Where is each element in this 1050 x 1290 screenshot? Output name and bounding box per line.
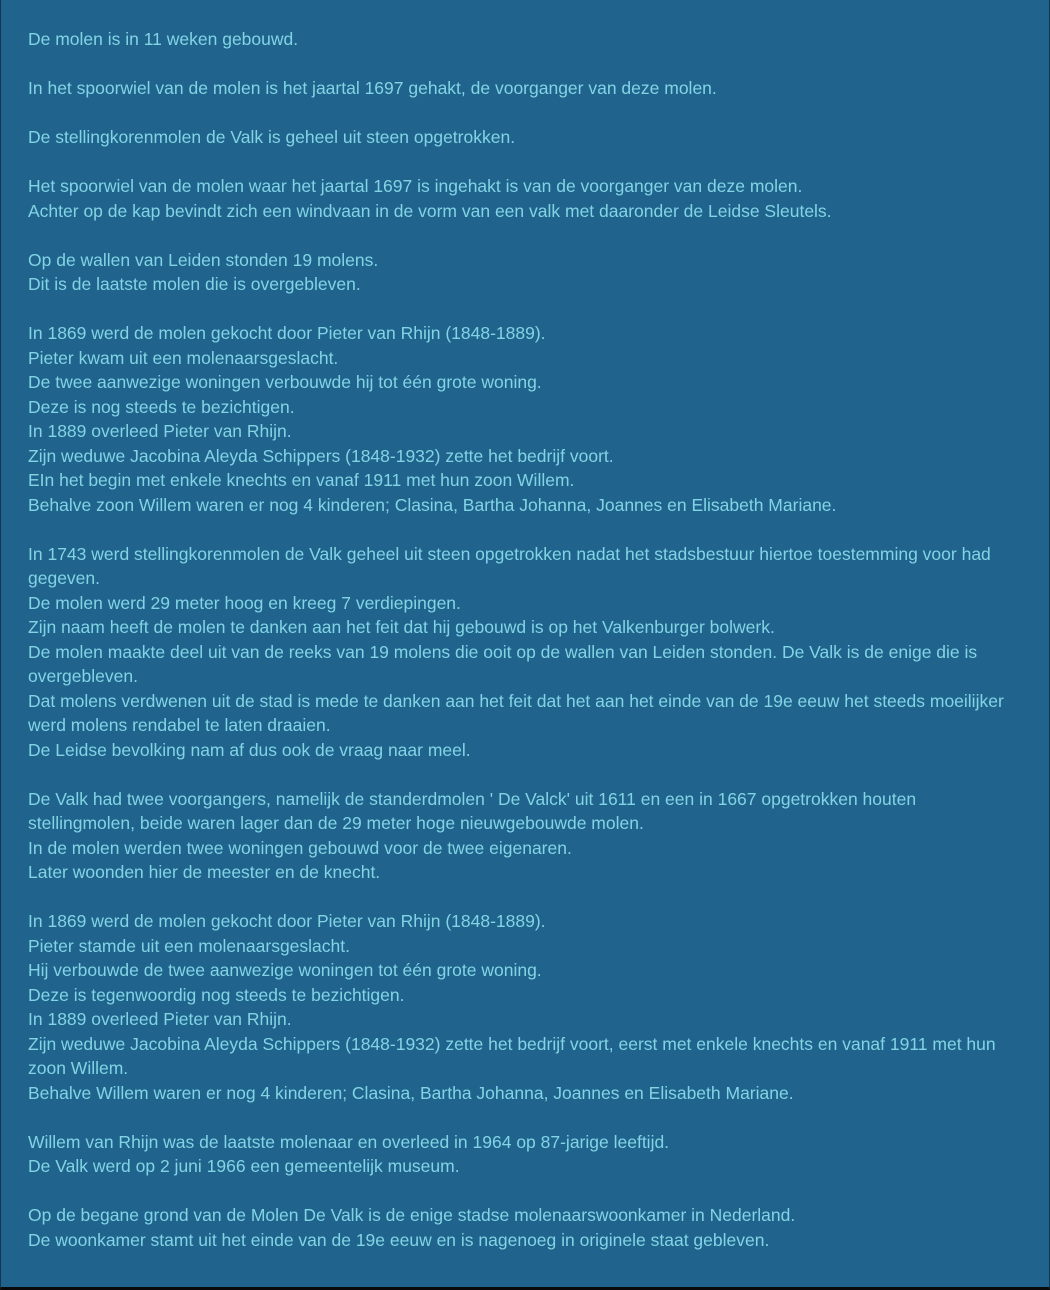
document-text xyxy=(1,0,1049,1252)
text-line: In 1869 werd de molen gekocht door Pieter van Rhijn (1848-1889). xyxy=(28,323,546,343)
text-line: De Leidse bevolking nam af dus ook de vraag naar meel. xyxy=(28,739,471,760)
text-line: Behalve zoon Willem waren er nog 4 kinderen; Clasina, Bartha Johanna, Joannes en Elisabeth Mariane. xyxy=(28,494,837,515)
text-line: Op de wallen van Leiden stonden 19 molens. xyxy=(28,249,379,270)
text-line: Op de begane grond van de Molen De Valk is de enige stadse molenaarswoonkamer in Nederland. xyxy=(28,1205,796,1225)
text-line: In de molen werden twee woningen gebouwd voor de twee eigenaren. xyxy=(28,837,572,858)
text-line: Deze is tegenwoordig nog steeds te bezichtigen. xyxy=(28,984,405,1005)
text-line: In 1889 overleed Pieter van Rhijn. xyxy=(28,421,292,441)
text-line: Achter op de kap bevindt zich een windvaan in de vorm van een valk met daaronder de Leidse Sleutels. xyxy=(28,200,832,221)
text-line: De molen maakte deel uit van de reeks van 19 molens die ooit op de wallen van Leiden stonden. De Valk is de enige die is overgebleven. xyxy=(28,641,978,686)
paragraph xyxy=(28,248,1025,297)
paragraph xyxy=(28,542,1025,763)
paragraph xyxy=(28,321,1025,517)
text-line: Deze is nog steeds te bezichtigen. xyxy=(28,396,295,417)
text-line: De stellingkorenmolen de Valk is geheel uit steen opgetrokken. xyxy=(28,127,516,147)
text-line: De Valk had twee voorgangers, namelijk de standerdmolen ' De Valck' uit 1611 en een in 1667 opgetrokken houten stellingmolen, beide waren lager dan de 29 meter hoge nieuwgebouwde molen. xyxy=(28,788,917,833)
text-line: Dit is de laatste molen die is overgebleven. xyxy=(28,274,361,294)
text-line: Pieter stamde uit een molenaarsgeslacht. xyxy=(28,935,350,956)
paragraph xyxy=(28,787,1025,885)
text-line: EIn het begin met enkele knechts en vanaf 1911 met hun zoon Willem. xyxy=(28,470,575,490)
paragraph xyxy=(28,27,1025,52)
text-line: In het spoorwiel van de molen is het jaartal 1697 gehakt, de voorganger van deze molen. xyxy=(28,78,717,98)
text-line: Zijn naam heeft de molen te danken aan het feit dat hij gebouwd is op het Valkenburger bolwerk. xyxy=(28,617,775,637)
paragraph xyxy=(28,174,1025,223)
text-line: Later woonden hier de meester en de knecht. xyxy=(28,862,381,882)
text-line: In 1889 overleed Pieter van Rhijn. xyxy=(28,1009,292,1029)
text-line: Zijn weduwe Jacobina Aleyda Schippers (1848-1932) zette het bedrijf voort, eerst met enkele knechts en vanaf 1911 met hun zoon Willem. xyxy=(28,1033,996,1078)
text-line: In 1869 werd de molen gekocht door Pieter van Rhijn (1848-1889). xyxy=(28,911,546,931)
paragraph xyxy=(28,1130,1025,1179)
text-line: In 1743 werd stellingkorenmolen de Valk geheel uit steen opgetrokken nadat het stadsbestuur hiertoe toestemming voor had gegeven. xyxy=(28,543,991,588)
paragraph xyxy=(28,76,1025,101)
paragraph xyxy=(28,125,1025,150)
text-line: Behalve Willem waren er nog 4 kinderen; Clasina, Bartha Johanna, Joannes en Elisabeth Mariane. xyxy=(28,1082,794,1103)
text-line: De molen werd 29 meter hoog en kreeg 7 verdiepingen. xyxy=(28,592,461,613)
text-line: De molen is in 11 weken gebouwd. xyxy=(28,29,299,49)
text-line: Dat molens verdwenen uit de stad is mede te danken aan het feit dat het aan het einde van de 19e eeuw het steeds moeilijker werd molens rendabel te laten draaien. xyxy=(28,690,1004,735)
paragraph xyxy=(28,909,1025,1105)
text-line: De woonkamer stamt uit het einde van de 19e eeuw en is nagenoeg in originele staat gebleven. xyxy=(28,1229,770,1250)
paragraph xyxy=(28,1203,1025,1252)
text-line: Pieter kwam uit een molenaarsgeslacht. xyxy=(28,347,339,368)
text-line: Hij verbouwde de twee aanwezige woningen tot één grote woning. xyxy=(28,960,542,980)
text-line: Willem van Rhijn was de laatste molenaar en overleed in 1964 op 87-jarige leeftijd. xyxy=(28,1131,670,1152)
text-line: De Valk werd op 2 juni 1966 een gemeentelijk museum. xyxy=(28,1156,460,1176)
text-line: Het spoorwiel van de molen waar het jaartal 1697 is ingehakt is van de voorganger van deze molen. xyxy=(28,176,803,196)
text-line: De twee aanwezige woningen verbouwde hij tot één grote woning. xyxy=(28,372,542,392)
text-line: Zijn weduwe Jacobina Aleyda Schippers (1848-1932) zette het bedrijf voort. xyxy=(28,445,614,466)
